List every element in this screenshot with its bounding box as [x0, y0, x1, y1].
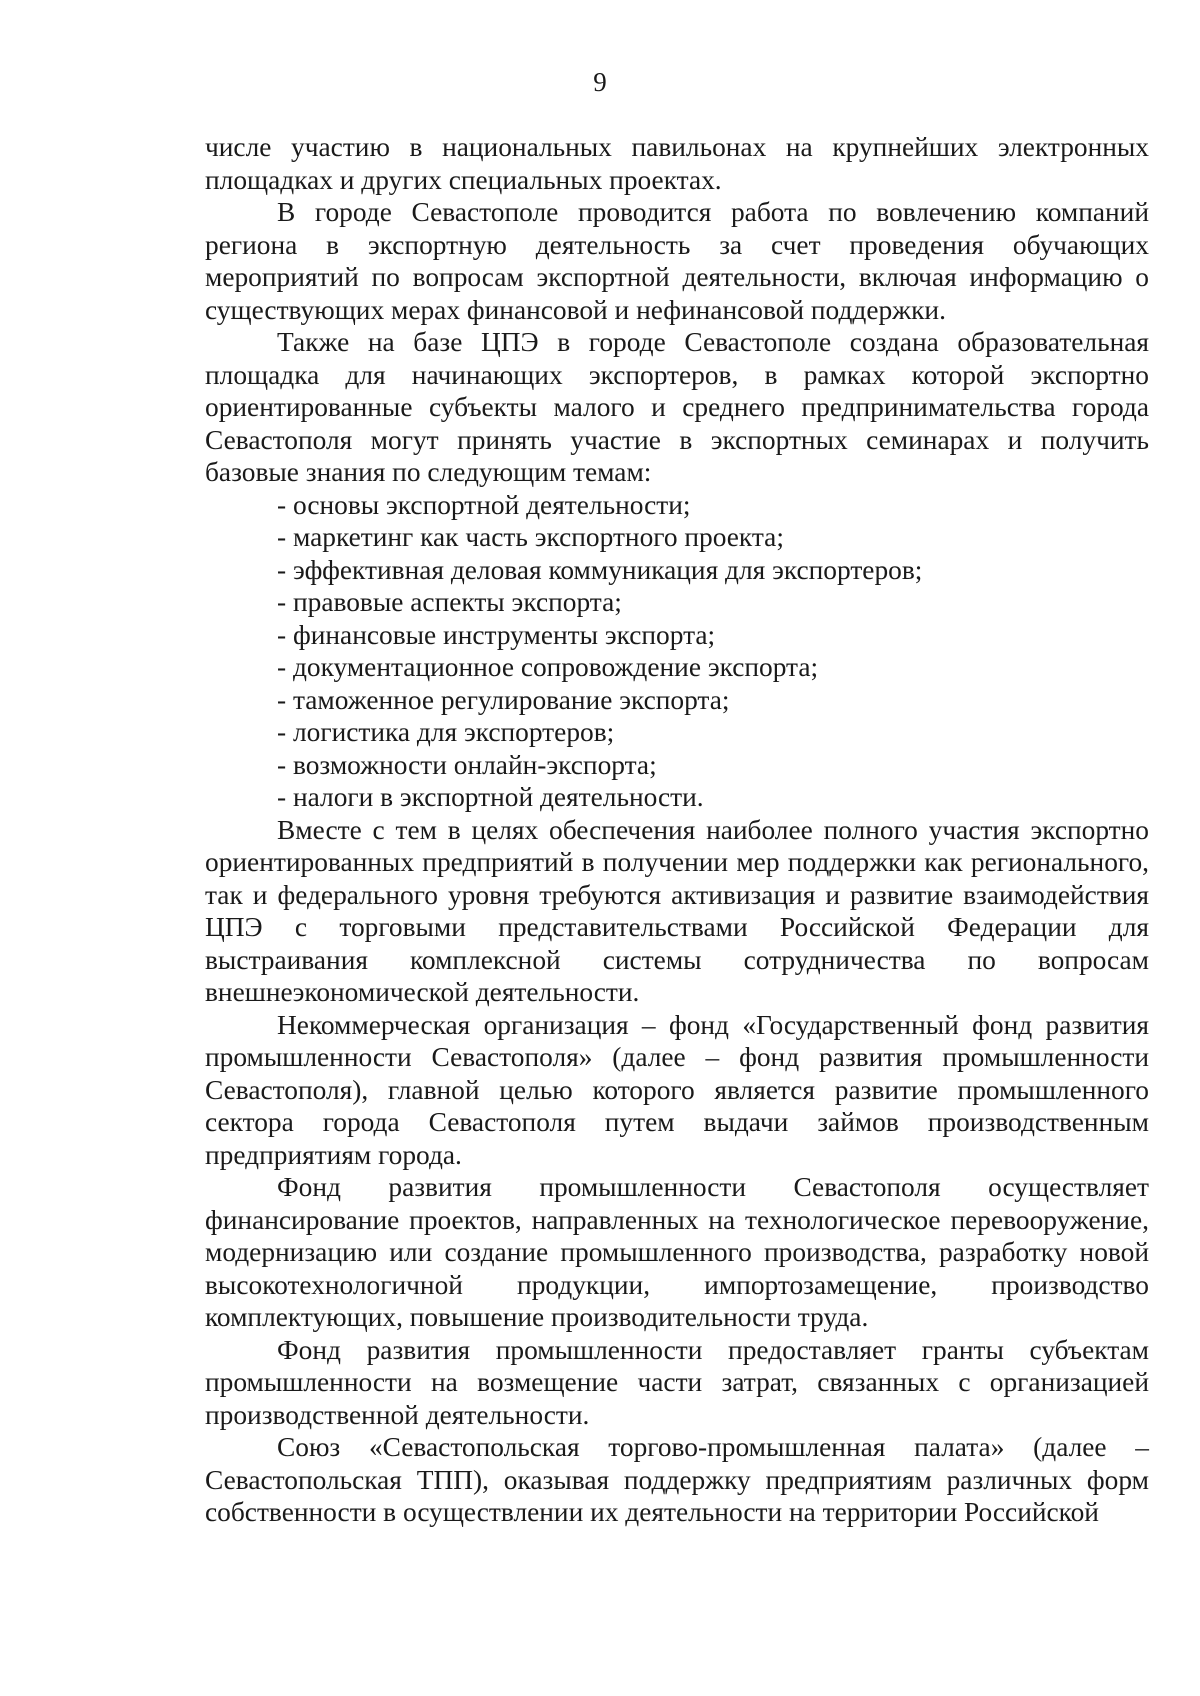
list-item: - правовые аспекты экспорта; — [277, 587, 622, 617]
document-body — [205, 131, 1149, 1529]
topics-list — [205, 489, 1149, 814]
paragraph-fund-grants: Фонд развития промышленности предоставляет гранты субъектам промышленности на возмещение части затрат, связанных с организацией производственной деятельности. — [205, 1334, 1149, 1430]
list-item: - эффективная деловая коммуникация для экспортеров; — [277, 554, 923, 585]
paragraph-cooperation: Вместе с тем в целях обеспечения наиболее полного участия экспортно ориентированных предприятий в получении мер поддержки как регионального, так и федерального уровня требуются активизация и развитие взаимодействия ЦПЭ с торговыми представительствами Российской Федерации для выстраивания комплексной системы сотрудничества по вопросам внешнеэкономической деятельности. — [205, 814, 1149, 1007]
list-item: - возможности онлайн-экспорта; — [277, 749, 657, 780]
list-item: - документационное сопровождение экспорта; — [277, 652, 819, 682]
paragraph-industry-fund: Некоммерческая организация – фонд «Государственный фонд развития промышленности Севастополя» (далее – фонд развития промышленности Севастополя), главной целью которого является развитие промышленного сектора города Севастополя путем выдачи займов производственным предприятиям города. — [205, 1009, 1149, 1170]
paragraph-export-involvement: В городе Севастополе проводится работа по вовлечению компаний региона в экспортную деятельность за счет проведения обучающих мероприятий по вопросам экспортной деятельности, включая информацию о существующих мерах финансовой и нефинансовой поддержки. — [205, 197, 1149, 325]
paragraph-fund-financing: Фонд развития промышленности Севастополя осуществляет финансирование проектов, направленных на технологическое перевооружение, модернизацию или создание промышленного производства, разработку новой высокотехнологичной продукции, импортозамещение, производство комплектующих, повышение производительности труда. — [205, 1172, 1149, 1332]
page-number: 9 — [593, 67, 607, 97]
list-item: - налоги в экспортной деятельности. — [277, 782, 704, 812]
list-item: - маркетинг как часть экспортного проекта; — [277, 522, 784, 552]
paragraph-chamber-of-commerce: Союз «Севастопольская торгово-промышленная палата» (далее – Севастопольская ТПП), оказывая поддержку предприятиям различных форм собственности в осуществлении их деятельности на территории Российской — [205, 1432, 1149, 1527]
list-item: - основы экспортной деятельности; — [277, 489, 691, 520]
paragraph-education-platform: Также на базе ЦПЭ в городе Севастополе создана образовательная площадка для начинающих экспортеров, в рамках которой экспортно ориентированные субъекты малого и среднего предпринимательства города Севастополя могут принять участие в экспортных семинарах и получить базовые знания по следующим темам: — [205, 327, 1149, 487]
list-item: - финансовые инструменты экспорта; — [277, 619, 716, 650]
list-item: - таможенное регулирование экспорта; — [277, 684, 730, 715]
paragraph-continuation: числе участию в национальных павильонах на крупнейших электронных площадках и других специальных проектах. — [205, 132, 1149, 195]
list-item: - логистика для экспортеров; — [277, 717, 615, 747]
